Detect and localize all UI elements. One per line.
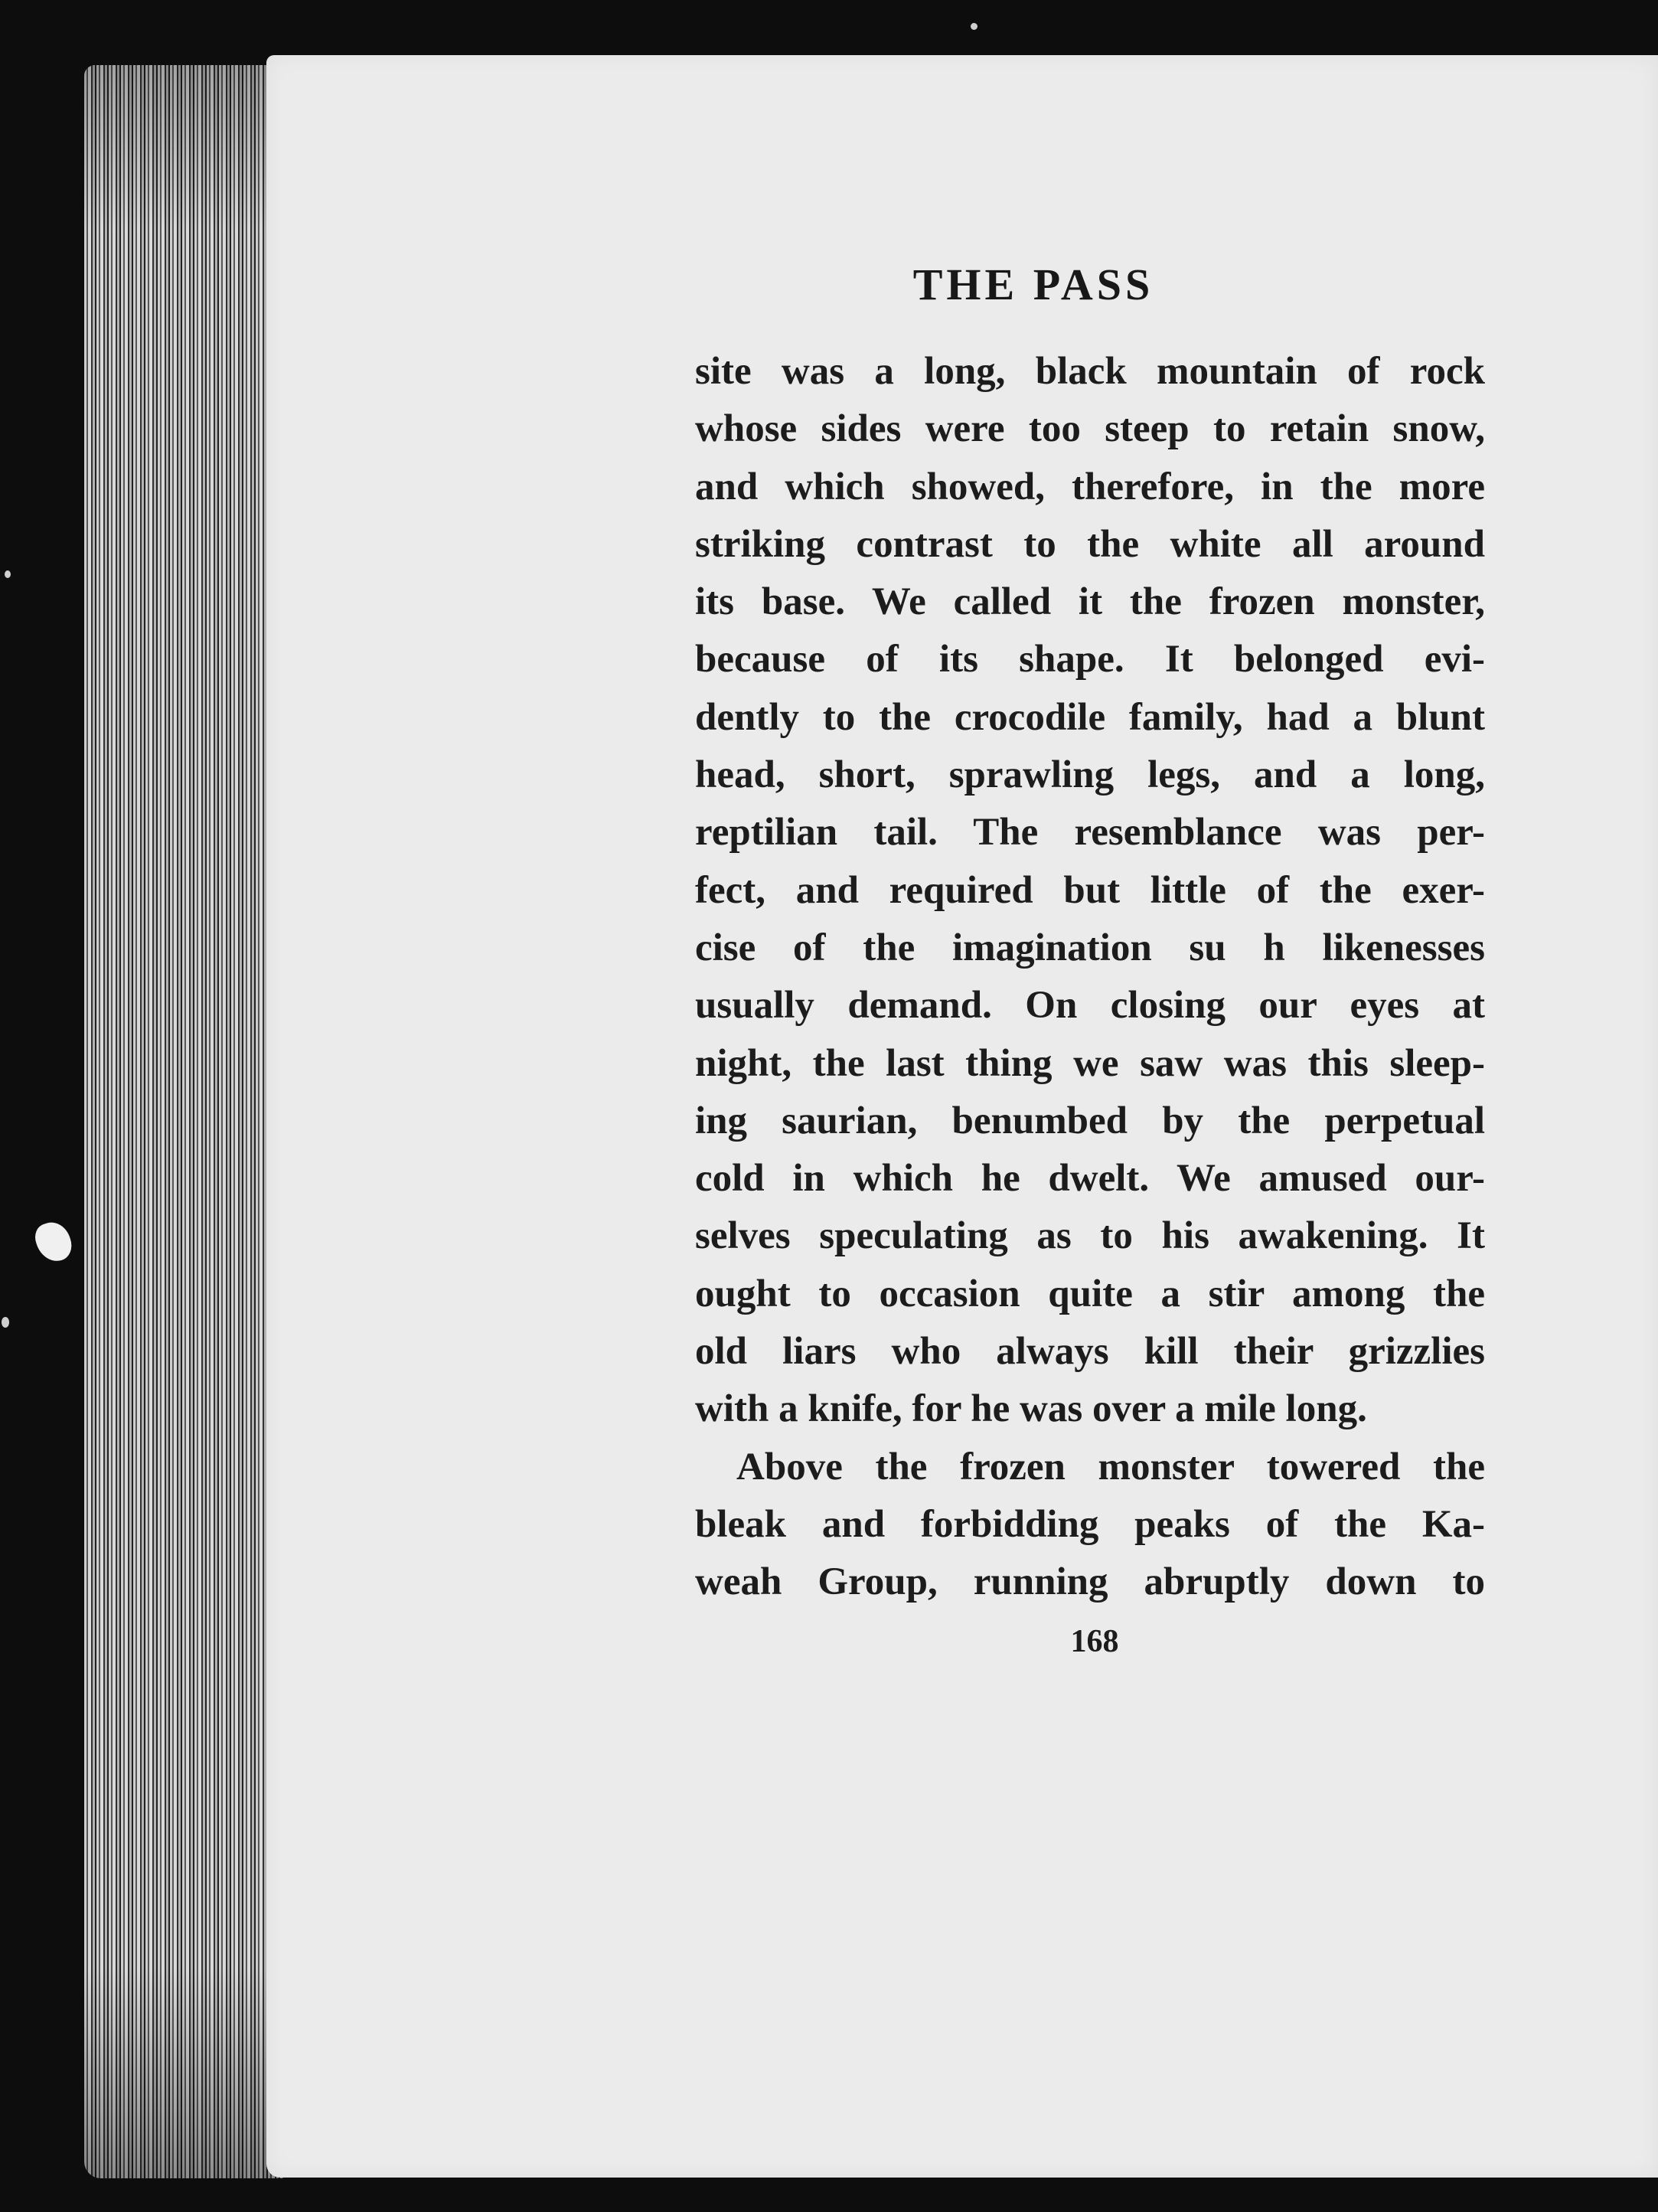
text-line: with a knife, for he was over a mile long.: [695, 1387, 1367, 1431]
text-line: old liars who always kill their grizzlies: [695, 1330, 1485, 1374]
scan-speck: [971, 23, 978, 30]
text-line: fect, and required but little of the exer-: [695, 868, 1485, 912]
text-line: usually demand. On closing our eyes at: [695, 984, 1485, 1028]
text-line: reptilian tail. The resemblance was per-: [695, 811, 1485, 854]
text-line: its base. We called it the frozen monster,: [695, 580, 1485, 624]
text-line: cise of the imagination su h likenesses: [695, 926, 1485, 969]
text-line: ing saurian, benumbed by the perpetual: [695, 1099, 1485, 1142]
text-line: site was a long, black mountain of rock: [695, 350, 1485, 393]
body-text: [695, 343, 1485, 1612]
running-head: THE PASS: [912, 260, 1154, 309]
text-line: striking contrast to the white all around: [695, 522, 1485, 566]
book-page-edges: [84, 65, 283, 2178]
text-line: and which showed, therefore, in the more: [695, 465, 1485, 508]
text-line: head, short, sprawling legs, and a long,: [695, 753, 1485, 797]
text-line: because of its shape. It belonged evi-: [695, 638, 1485, 681]
scan-speck: [5, 570, 11, 578]
paragraph-first-line: Above the frozen monster towered the: [736, 1445, 1485, 1488]
text-line: bleak and forbidding peaks of the Ka-: [695, 1502, 1485, 1546]
text-line: cold in which he dwelt. We amused our-: [695, 1157, 1485, 1201]
text-line: night, the last thing we saw was this sleep-: [695, 1041, 1485, 1085]
text-line: whose sides were too steep to retain snow,: [695, 407, 1485, 451]
text-line: dently to the crocodile family, had a blunt: [695, 695, 1485, 739]
text-line: ought to occasion quite a stir among the: [695, 1272, 1485, 1315]
scan-speck: [2, 1317, 9, 1328]
text-line: weah Group, running abruptly down to: [695, 1560, 1485, 1604]
page-number: 168: [1070, 1624, 1119, 1659]
text-line: selves speculating as to his awakening. It: [695, 1214, 1485, 1258]
